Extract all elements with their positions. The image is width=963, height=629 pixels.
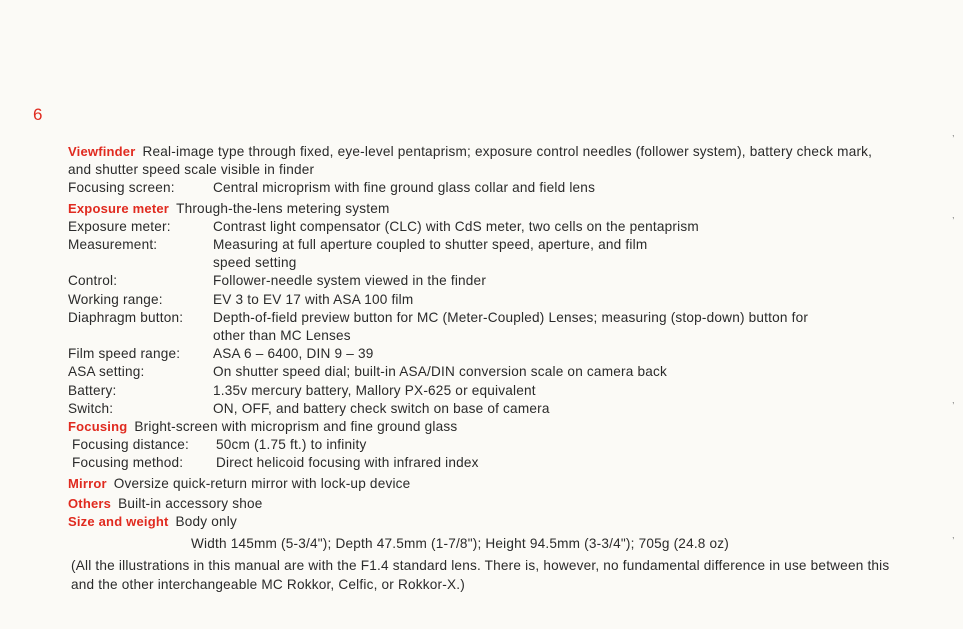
spec-row bbox=[68, 218, 898, 236]
spec-value: EV 3 to EV 17 with ASA 100 film bbox=[213, 291, 414, 307]
spec-row bbox=[68, 272, 898, 290]
spec-label: Exposure meter: bbox=[68, 218, 171, 234]
spec-value: 1.35v mercury battery, Mallory PX-625 or equivalent bbox=[213, 382, 536, 398]
spec-value: Follower-needle system viewed in the finder bbox=[213, 273, 487, 289]
spec-value: Measuring at full aperture coupled to shutter speed, aperture, and film speed setting bbox=[213, 237, 648, 271]
focusing-heading: Focusing bbox=[68, 419, 128, 435]
others-text: Built-in accessory shoe bbox=[118, 495, 263, 511]
spec-row bbox=[68, 454, 898, 472]
spec-value: Direct helicoid focusing with infrared index bbox=[216, 455, 479, 471]
spec-value: ON, OFF, and battery check switch on base of camera bbox=[213, 400, 550, 416]
exposure-meter-heading: Exposure meter bbox=[68, 200, 170, 216]
spec-value: 50cm (1.75 ft.) to infinity bbox=[216, 437, 367, 453]
spec-value: On shutter speed dial; built-in ASA/DIN conversion scale on camera back bbox=[213, 364, 667, 380]
spec-row bbox=[68, 236, 898, 272]
others-section bbox=[68, 495, 898, 513]
spec-label: Control: bbox=[68, 273, 118, 289]
size-weight-text: Body only bbox=[175, 514, 238, 530]
spec-label: Measurement: bbox=[68, 237, 158, 253]
focusing-text: Bright-screen with microprism and fine ground glass bbox=[134, 419, 458, 435]
mirror-section bbox=[68, 475, 898, 493]
spec-label: Battery: bbox=[68, 382, 117, 398]
illustration-note: (All the illustrations in this manual are with the F1.4 standard lens. There is, however, no fundamental difference in use between this and the other interchangeable MC Rokkor, Celfic, or Rokkor-X.) bbox=[71, 558, 890, 592]
dimensions-line: Width 145mm (5-3/4"); Depth 47.5mm (1-7/8"); Height 94.5mm (3-3/4"); 705g (24.8 oz) bbox=[191, 536, 730, 552]
exposure-meter-section bbox=[68, 200, 898, 218]
viewfinder-section bbox=[68, 143, 898, 179]
spec-value: Central microprism with fine ground glass collar and field lens bbox=[213, 180, 596, 196]
spec-value: Depth-of-field preview button for MC (Meter-Coupled) Lenses; measuring (stop-down) button for other than MC Lenses bbox=[213, 309, 809, 344]
exposure-meter-text: Through-the-lens metering system bbox=[176, 200, 390, 216]
focusing-section bbox=[68, 418, 898, 436]
size-weight-section bbox=[68, 513, 898, 531]
mirror-text: Oversize quick-return mirror with lock-up device bbox=[113, 475, 411, 491]
viewfinder-text: Real-image type through fixed, eye-level pentaprism; exposure control needles (follower system), battery check mark, and shutter speed scale visible in finder bbox=[68, 144, 873, 178]
spec-label: Focusing distance: bbox=[72, 437, 189, 453]
viewfinder-heading: Viewfinder bbox=[68, 144, 136, 159]
spec-label: Working range: bbox=[68, 291, 163, 307]
spec-row bbox=[68, 436, 898, 454]
others-heading: Others bbox=[68, 495, 112, 511]
spec-row bbox=[68, 179, 898, 197]
spec-content bbox=[68, 143, 898, 594]
spec-row bbox=[68, 291, 898, 309]
spec-row bbox=[68, 382, 898, 400]
spec-label: Focusing screen: bbox=[68, 180, 175, 196]
size-weight-heading: Size and weight bbox=[68, 514, 169, 530]
spec-value: ASA 6 – 6400, DIN 9 – 39 bbox=[213, 346, 374, 362]
page-number: 6 bbox=[33, 105, 43, 124]
spec-label: Switch: bbox=[68, 400, 114, 416]
spec-value: Contrast light compensator (CLC) with CdS meter, two cells on the pentaprism bbox=[213, 218, 699, 234]
spec-row bbox=[68, 363, 898, 381]
spec-row bbox=[68, 345, 898, 363]
mirror-heading: Mirror bbox=[68, 475, 107, 491]
spec-label: Diaphragm button: bbox=[68, 309, 184, 325]
spec-label: Focusing method: bbox=[72, 455, 184, 471]
spec-label: ASA setting: bbox=[68, 364, 145, 380]
spec-row bbox=[68, 309, 898, 345]
spec-row bbox=[68, 400, 898, 418]
spec-label: Film speed range: bbox=[68, 346, 181, 362]
